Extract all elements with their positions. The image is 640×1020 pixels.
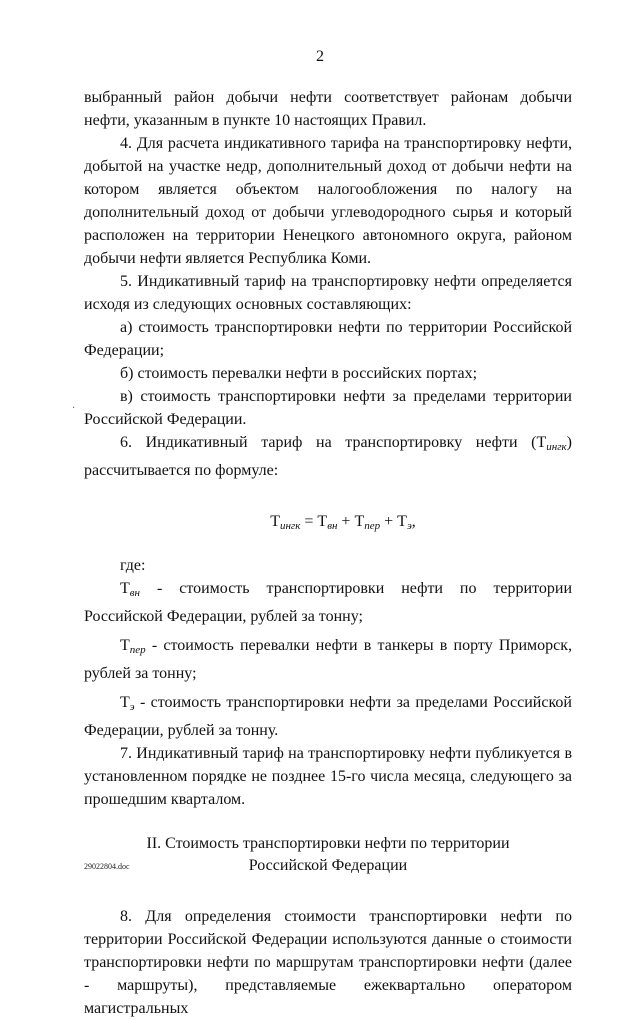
def2-subscript: пер [129,644,146,656]
formula-plus-1: + [337,513,355,530]
margin-dot: · [72,403,76,414]
document-body [84,86,572,1020]
def1-subscript: вн [129,587,141,599]
section-heading-line2: Российской Федерации [248,857,408,874]
def2-symbol: Т [120,637,130,654]
definition-t-vn [84,577,572,628]
def1-symbol: Т [120,580,130,597]
paragraph-5c: в) стоимость транспортировки нефти за пределами территории Российской Федерации. [84,388,572,428]
page-number: 2 [316,48,324,65]
def3-subscript: э [129,701,135,713]
paragraph-5a: а) стоимость транспортировки нефти по территории Российской Федерации; [84,319,572,359]
paragraph-5: 5. Индикативный тариф на транспортировку нефти определяется исходя из следующих основных составляющих: [84,273,572,313]
paragraph-5b: б) стоимость перевалки нефти в российских портах; [120,365,478,382]
formula-term2-subscript: пер [364,520,381,532]
paragraph-8: 8. Для определения стоимости транспортировки нефти по территории Российской Федерации используются данные о стоимости транспортировки нефти по маршрутам транспортировки нефти (далее - маршруты), представляемые ежеквартально оператором магистральных [84,908,572,1017]
section-heading [84,833,572,877]
formula-term3-symbol: Т [397,513,407,530]
formula-term1-subscript: вн [327,520,338,532]
formula-equals: = [300,513,318,530]
paragraph-6 [84,431,572,482]
definition-t-per [84,634,572,685]
paragraph-6-subscript: ингк [546,441,567,453]
formula-lhs-symbol: Т [270,513,280,530]
where-label: где: [120,557,146,574]
section-heading-line1: II. Стоимость транспортировки нефти по территории [146,835,510,852]
tariff-formula [114,510,572,538]
formula-lhs-subscript: ингк [279,520,301,532]
definition-t-e [84,691,572,742]
def2-text: - стоимость перевалки нефти в танкеры в порту Приморск, рублей за тонну; [84,637,572,682]
paragraph-continuation: выбранный район добычи нефти соответствует районам добычи нефти, указанным в пункте 10 настоящих Правил. [84,89,572,129]
document-file-id: 29022804.doc [84,862,130,871]
formula-end: , [411,513,416,530]
formula-term2-symbol: Т [354,513,365,530]
def3-symbol: Т [120,694,130,711]
paragraph-7: 7. Индикативный тариф на транспортировку нефти публикуется в установленном порядке не позднее 15-го числа месяца, следующего за прошедшим кварталом. [84,745,572,808]
paragraph-6-text-pre: 6. Индикативный тариф на транспортировку нефти (Т [120,434,547,451]
formula-term1-symbol: Т [317,513,328,530]
paragraph-4: 4. Для расчета индикативного тарифа на транспортировку нефти, добытой на участке недр, дополнительный доход от добычи нефти на котором является объектом налогообложения по налогу на дополнительный доход от добычи углеводородного сырья и который расположен на территории Ненецкого автономного округа, районом добычи нефти является Республика Коми. [84,135,572,267]
def3-text: - стоимость транспортировки нефти за пределами Российской Федерации, рублей за тонну. [84,694,572,739]
paragraph-6-text-post: ) рассчитывается по формуле: [84,434,572,479]
def1-text: - стоимость транспортировки нефти по территории Российской Федерации, рублей за тонну; [84,580,572,625]
formula-plus-2: + [380,513,398,530]
formula-term3-subscript: э [406,520,412,532]
